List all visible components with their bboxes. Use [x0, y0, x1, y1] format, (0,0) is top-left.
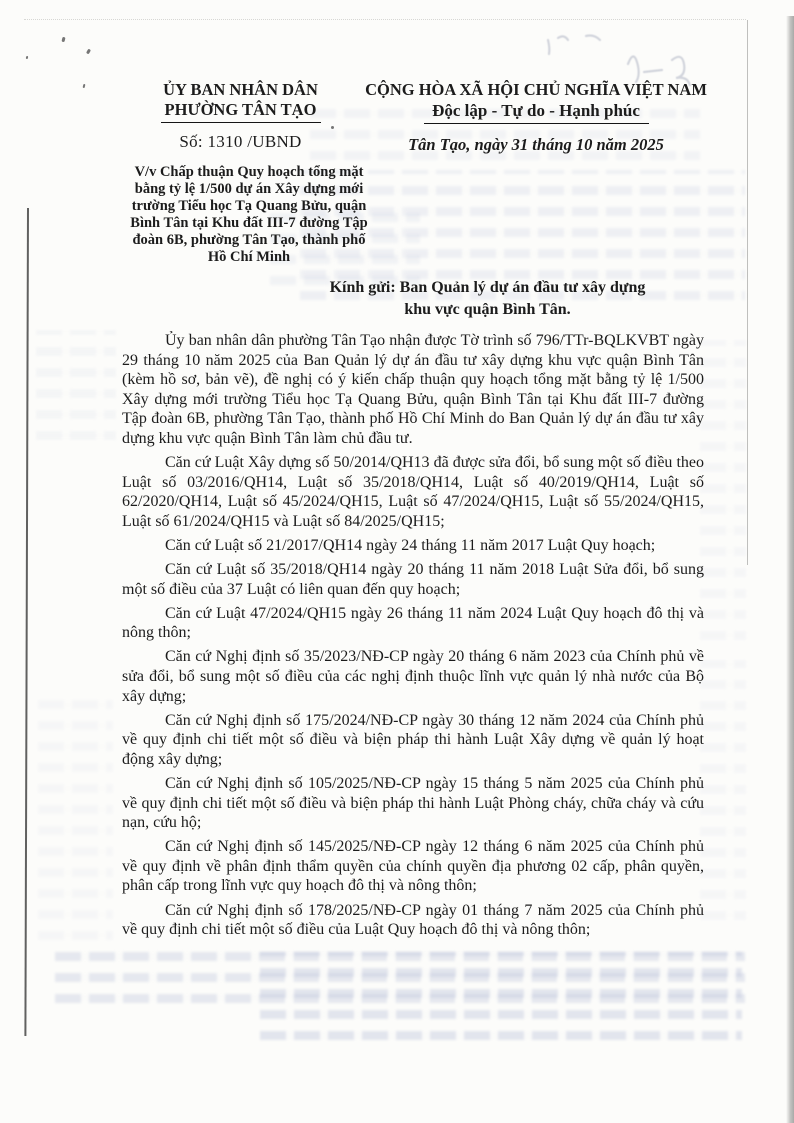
scan-speck [86, 49, 91, 55]
scan-speck [83, 84, 86, 88]
body-paragraph: Căn cứ Luật Xây dựng số 50/2014/QH13 đã được sửa đổi, bổ sung một số điều theo Luật số 03/2016/QH14, Luật số 35/2018/QH14, Luật số 40/2019/QH14, Luật số 62/2020/QH14, Luật số 45/2024/QH15, Luật số 47/2024/QH15, Luật số 55/2024/QH15, Luật số 61/2024/QH15 và Luật số 84/2025/QH15; [122, 454, 704, 530]
national-header-block [352, 80, 720, 155]
issuing-org-line1: ỦY BAN NHÂN DÂN [163, 80, 318, 99]
body-paragraph: Căn cứ Luật 47/2024/QH15 ngày 26 tháng 11 năm 2024 Luật Quy hoạch đô thị và nông thôn; [122, 604, 704, 642]
bleedthrough-band-bottom [260, 952, 742, 1040]
body-paragraph: Căn cứ Nghị định số 35/2023/NĐ-CP ngày 20 tháng 6 năm 2023 của Chính phủ về sửa đổi, bổ sung một số điều của các nghị định thuộc lĩnh vực quản lý nhà nước của Bộ xây dựng; [122, 648, 704, 705]
faint-handwriting-artifact [540, 26, 740, 86]
body-paragraph: Căn cứ Nghị định số 105/2025/NĐ-CP ngày 15 tháng 5 năm 2025 của Chính phủ về quy định chi tiết một số điều và biện pháp thi hành Luật Phòng cháy, chữa cháy và cứu nạn, cứu hộ; [122, 774, 704, 832]
body-paragraph: Căn cứ Nghị định số 175/2024/NĐ-CP ngày 30 tháng 12 năm 2024 của Chính phủ về quy định chi tiết một số điều và biện pháp thi hành Luật Xây dựng về quản lý hoạt động xây dựng; [122, 711, 704, 768]
issuing-org-line2: PHƯỜNG TÂN TẠO [164, 100, 317, 119]
recipient-line1: Kính gửi: Ban Quản lý dự án đầu tư xây dựng [329, 279, 646, 296]
scan-speck [61, 37, 65, 43]
document-subject: V/v Chấp thuận Quy hoạch tổng mặt bằng tỷ lệ 1/500 dự án Xây dựng mới trường Tiểu học Tạ Quang Bửu, quận Bình Tân tại Khu đất III-7 đường Tập đoàn 6B, phường Tân Tạo, thành phố Hồ Chí Minh [130, 164, 368, 265]
issuing-org-block [118, 80, 363, 152]
bleedthrough-artifact [700, 660, 746, 920]
document-number: Số: 1310 /UBND [179, 132, 302, 151]
national-header-underline [424, 123, 649, 124]
scan-edge-right [786, 16, 794, 1123]
bleedthrough-artifact [38, 700, 113, 940]
national-header-line1: CỘNG HÒA XÃ HỘI CHỦ NGHĨA VIỆT NAM [365, 80, 707, 99]
body-paragraph: Căn cứ Nghị định số 145/2025/NĐ-CP ngày 12 tháng 6 năm 2025 của Chính phủ về quy định về phân định thẩm quyền của chính quyền địa phương 02 cấp, phân quyền, phân cấp trong lĩnh vực quy hoạch đô thị và nông thôn; [122, 838, 704, 895]
bleedthrough-artifact [36, 330, 116, 440]
body-paragraph: Căn cứ Luật số 35/2018/QH14 ngày 20 tháng 11 năm 2018 Luật Sửa đổi, bổ sung một số điều của 37 Luật có liên quan đến quy hoạch; [122, 561, 704, 598]
recipient-line2: khu vực quận Bình Tân. [404, 300, 571, 318]
scan-line-right [747, 20, 748, 565]
scan-line-left-edge [24, 208, 29, 1036]
scan-dotted-line-top [24, 19, 746, 20]
recipient-block [300, 277, 675, 320]
document-body [122, 331, 704, 944]
body-paragraph: Căn cứ Nghị định số 178/2025/NĐ-CP ngày 01 tháng 7 năm 2025 của Chính phủ về quy định chi tiết một số điều của Luật Quy hoạch đô thị và nông thôn; [122, 901, 704, 939]
body-paragraph: Căn cứ Luật số 21/2017/QH14 ngày 24 tháng 11 năm 2017 Luật Quy hoạch; [165, 536, 656, 554]
scan-speck [26, 56, 29, 59]
national-header-line2: Độc lập - Tự do - Hạnh phúc [432, 101, 640, 120]
place-date-line: Tân Tạo, ngày 31 tháng 10 năm 2025 [408, 135, 664, 154]
bleedthrough-artifact [700, 340, 746, 640]
issuing-org-underline [161, 122, 321, 123]
body-paragraph: Ủy ban nhân dân phường Tân Tạo nhận được Tờ trình số 796/TTr-BQLKVBT ngày 29 tháng 10 năm 2025 của Ban Quản lý dự án đầu tư xây dựng khu vực quận Bình Tân (kèm hồ sơ, bản vẽ), đề nghị có ý kiến chấp thuận quy hoạch tổng mặt bằng tỷ lệ 1/500 Xây dựng mới trường Tiểu học Tạ Quang Bửu, quận Bình Tân tại Khu đất III-7 đường Tập đoàn 6B, phường Tân Tạo, thành phố Hồ Chí Minh do Ban Quản lý dự án đầu tư xây dựng khu vực quận Bình Tân làm chủ đầu tư. [122, 332, 704, 447]
